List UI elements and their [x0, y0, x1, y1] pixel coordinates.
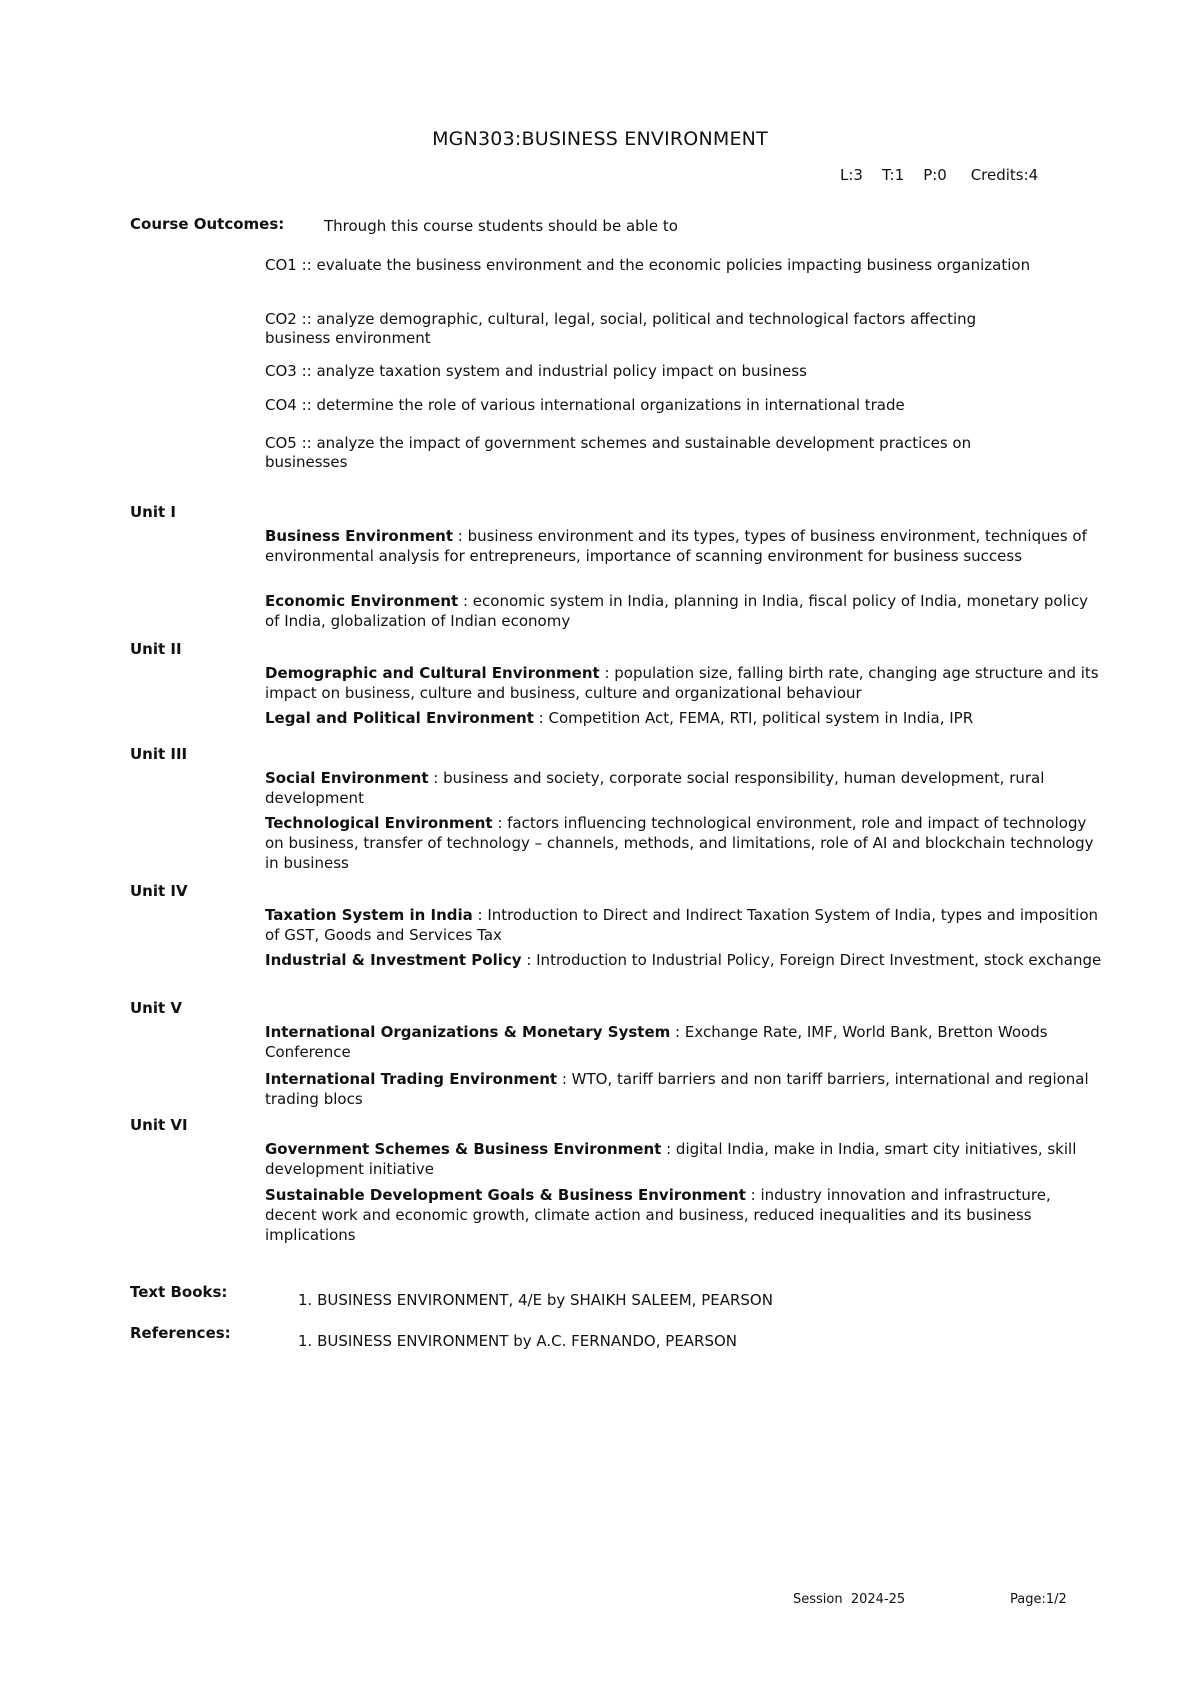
unit-topic [265, 526, 1105, 566]
topic-text: : Competition Act, FEMA, RTI, political system in India, IPR [533, 709, 974, 727]
unit-topic [265, 813, 1105, 873]
course-outcomes-intro: Through this course students should be able to [324, 217, 678, 235]
unit-heading: Unit IV [130, 882, 188, 900]
topic-title: Technological Environment [265, 814, 493, 832]
unit-heading: Unit V [130, 999, 183, 1017]
topic-title: Legal and Political Environment [265, 709, 534, 727]
course-outcome-co5: CO5 :: analyze the impact of government schemes and sustainable development practices on businesses [265, 434, 972, 471]
reference-item: 1. BUSINESS ENVIRONMENT by A.C. FERNANDO, PEARSON [298, 1332, 738, 1350]
topic-text: : business environment and its types, types of business environment, techniques of environmental analysis for entrepreneurs, importance of scanning environment for business success [265, 527, 1087, 565]
unit-heading: Unit VI [130, 1116, 188, 1134]
unit-topic [265, 1185, 1105, 1245]
unit-topic [265, 950, 1105, 970]
text-book-item: 1. BUSINESS ENVIRONMENT, 4/E by SHAIKH SALEEM, PEARSON [298, 1291, 773, 1309]
topic-title: International Trading Environment [265, 1070, 558, 1088]
topic-title: Government Schemes & Business Environment [265, 1140, 662, 1158]
unit-topic [265, 1069, 1105, 1109]
topic-text: : Introduction to Direct and Indirect Taxation System of India, types and imposition of GST, Goods and Services Tax [265, 906, 1099, 944]
topic-title: Industrial & Investment Policy [265, 951, 522, 969]
unit-topic [265, 663, 1105, 703]
unit-topic [265, 905, 1105, 945]
references-label: References: [130, 1324, 231, 1342]
unit-heading: Unit III [130, 745, 188, 763]
topic-text: : Exchange Rate, IMF, World Bank, Bretton Woods Conference [265, 1023, 1048, 1061]
course-outcomes-label: Course Outcomes: [130, 215, 285, 233]
ltp-credits: L:3 T:1 P:0 Credits:4 [840, 166, 1039, 184]
course-outcome-co2: CO2 :: analyze demographic, cultural, legal, social, political and technological factors affecting business environment [265, 310, 977, 347]
topic-title: Sustainable Development Goals & Business Environment [265, 1186, 746, 1204]
unit-topic [265, 591, 1105, 631]
topic-title: Business Environment [265, 527, 453, 545]
topic-text: : WTO, tariff barriers and non tariff barriers, international and regional trading blocs [265, 1070, 1089, 1108]
page-title: MGN303:BUSINESS ENVIRONMENT [432, 128, 768, 150]
footer-session: Session 2024-25 [793, 1592, 906, 1607]
topic-text: : Introduction to Industrial Policy, Foreign Direct Investment, stock exchange [521, 951, 1102, 969]
topic-title: Social Environment [265, 769, 429, 787]
footer-page-number: Page:1/2 [1010, 1592, 1067, 1607]
topic-text: : business and society, corporate social responsibility, human development, rural development [265, 769, 1045, 807]
unit-heading: Unit II [130, 640, 182, 658]
topic-text: : population size, falling birth rate, changing age structure and its impact on business, culture and business, culture and organizational behaviour [265, 664, 1099, 702]
course-outcome-co1: CO1 :: evaluate the business environment and the economic policies impacting business organization [265, 256, 1031, 274]
topic-text: : industry innovation and infrastructure, decent work and economic growth, climate action and business, reduced inequalities and its business implications [265, 1186, 1051, 1244]
course-outcome-co3: CO3 :: analyze taxation system and industrial policy impact on business [265, 362, 807, 380]
topic-title: Economic Environment [265, 592, 459, 610]
course-outcome-co4: CO4 :: determine the role of various international organizations in international trade [265, 396, 905, 414]
unit-heading: Unit I [130, 503, 176, 521]
unit-topic [265, 708, 1105, 728]
text-books-label: Text Books: [130, 1283, 228, 1301]
unit-topic [265, 768, 1105, 808]
topic-title: Taxation System in India [265, 906, 473, 924]
topic-title: Demographic and Cultural Environment [265, 664, 600, 682]
topic-text: : factors influencing technological environment, role and impact of technology on business, transfer of technology – channels, methods, and limitations, role of AI and blockchain technology in business [265, 814, 1094, 872]
unit-topic [265, 1139, 1105, 1179]
topic-title: International Organizations & Monetary System [265, 1023, 671, 1041]
unit-topic [265, 1022, 1105, 1062]
topic-text: : digital India, make in India, smart city initiatives, skill development initiative [265, 1140, 1077, 1178]
topic-text: : economic system in India, planning in India, fiscal policy of India, monetary policy of India, globalization of Indian economy [265, 592, 1089, 630]
